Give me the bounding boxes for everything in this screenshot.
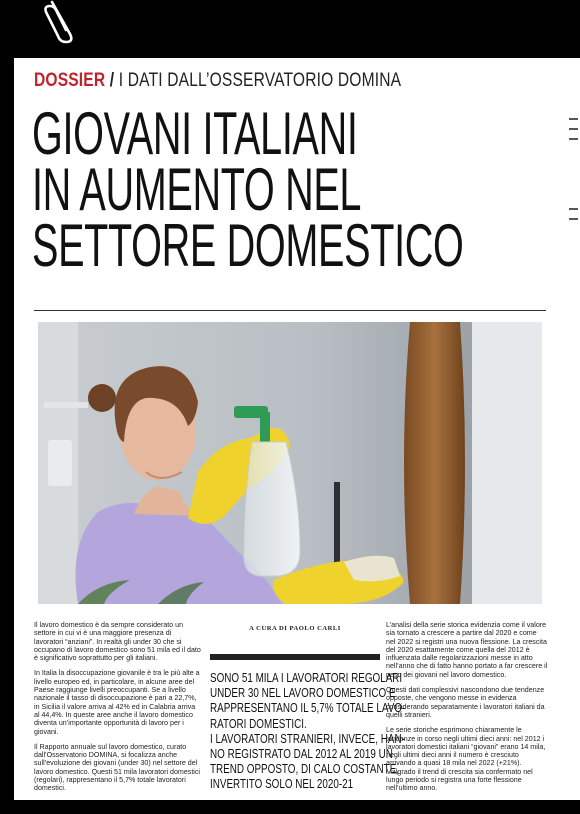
pull-quote-line: UNDER 30 NEL LAVORO DOMESTICO E bbox=[210, 685, 396, 701]
article-headline bbox=[32, 100, 464, 279]
section-kicker bbox=[34, 70, 401, 92]
pull-quote-line: RATORI DOMESTICI. bbox=[210, 715, 307, 731]
paragraph: L’analisi della serie storica evidenzia come il valore sia tornato a crescere a partire dal 2020 e come nel 2022 si registri una nuova flessione. La crescita del 2020 esattamente come quella del 2012 è influenzata dalle regolarizzazioni messe in atto nell’anno che di fatto hanno portato a far crescere il peso dei giovani nel lavoro domestico. bbox=[386, 621, 548, 679]
pull-quote-line: SONO 51 MILA I LAVORATORI REGOLARI bbox=[210, 670, 403, 685]
pull-quote bbox=[210, 654, 406, 810]
article-column-right bbox=[386, 621, 548, 800]
pull-quote-line: RAPPRESENTANO IL 5,7% TOTALE LAVO- bbox=[210, 700, 406, 716]
paragraph: Questi dati complessivi nascondono due tendenze opposte, che vengono messe in evidenza considerando separatamente i lavoratori italiani da quelli stranieri. bbox=[386, 686, 545, 719]
section-label: DOSSIER bbox=[34, 70, 106, 91]
page-bottom-shadow bbox=[14, 800, 580, 814]
page-edge bbox=[566, 58, 580, 800]
paragraph: Il Rapporto annuale sul lavoro domestico, curato dall’Osservatorio DOMINA, si focalizza anche sull’evoluzione dei giovani (under 30) nel settore del lavoro domestico. Questi 51 mila lavoratori domestici (regolari), rappresentano il 5,7% totale lavoratori domestici. bbox=[34, 742, 200, 793]
paragraph: Le serie storiche esprimono chiaramente le tendenze in corso negli ultimi dieci anni: nel 2012 i lavoratori domestici italiani “giovani” erano 14 mila, negli ultimi dieci anni il numero è cresciuto arrivando a quasi 18 mila nel 2022 (+21%). Malgrado il trend di crescita sia confermato nel lungo periodo si registra una forte flessione nell’ultimo anno. bbox=[386, 726, 546, 793]
byline: A CURA DI PAOLO CARLI bbox=[249, 625, 341, 632]
paragraph: In Italia la disoccupazione giovanile è tra le più alte a livello europeo ed, in particolare, in alcune aree del Paese raggiunge livelli preoccupanti. Se a livello nazionale il tasso di disoccupazione è pari a 22,7%, in Sicilia il valore arriva al 42% ed in Calabria arriva al 44,4%. In queste aree anche il lavoro domestico diventa un’importante opportunità di lavoro per i giovani. bbox=[34, 669, 200, 736]
article-column-left bbox=[34, 621, 202, 800]
article-photo bbox=[38, 322, 542, 604]
headline-divider bbox=[34, 310, 546, 311]
paragraph: Il lavoro domestico è da sempre considerato un settore in cui vi è una maggiore presenza di lavoratori “anziani”. In realtà gli under 30 che si occupano di lavoro domestico sono 51 mila ed il dato è significativo soprattutto per gli italiani. bbox=[34, 621, 201, 663]
paperclip-icon bbox=[42, 0, 82, 44]
pull-quote-line: NO REGISTRATO DAL 2012 AL 2019 UN bbox=[210, 746, 393, 762]
kicker-subtitle: I DATI DALL’OSSERVATORIO DOMINA bbox=[118, 70, 402, 91]
pull-quote-line: TREND OPPOSTO, DI CALO COSTANTE, bbox=[210, 761, 400, 777]
magazine-page bbox=[14, 58, 566, 800]
headline-line-2: IN AUMENTO NEL bbox=[32, 156, 362, 223]
headline-line-1: GIOVANI ITALIANI bbox=[32, 100, 358, 167]
kicker-separator: / bbox=[109, 70, 115, 91]
pull-quote-line: I LAVORATORI STRANIERI, INVECE, HAN- bbox=[210, 730, 405, 746]
pull-quote-line: INVERTITO SOLO NEL 2020-21 bbox=[210, 776, 354, 792]
headline-line-3: SETTORE DOMESTICO bbox=[32, 212, 464, 279]
